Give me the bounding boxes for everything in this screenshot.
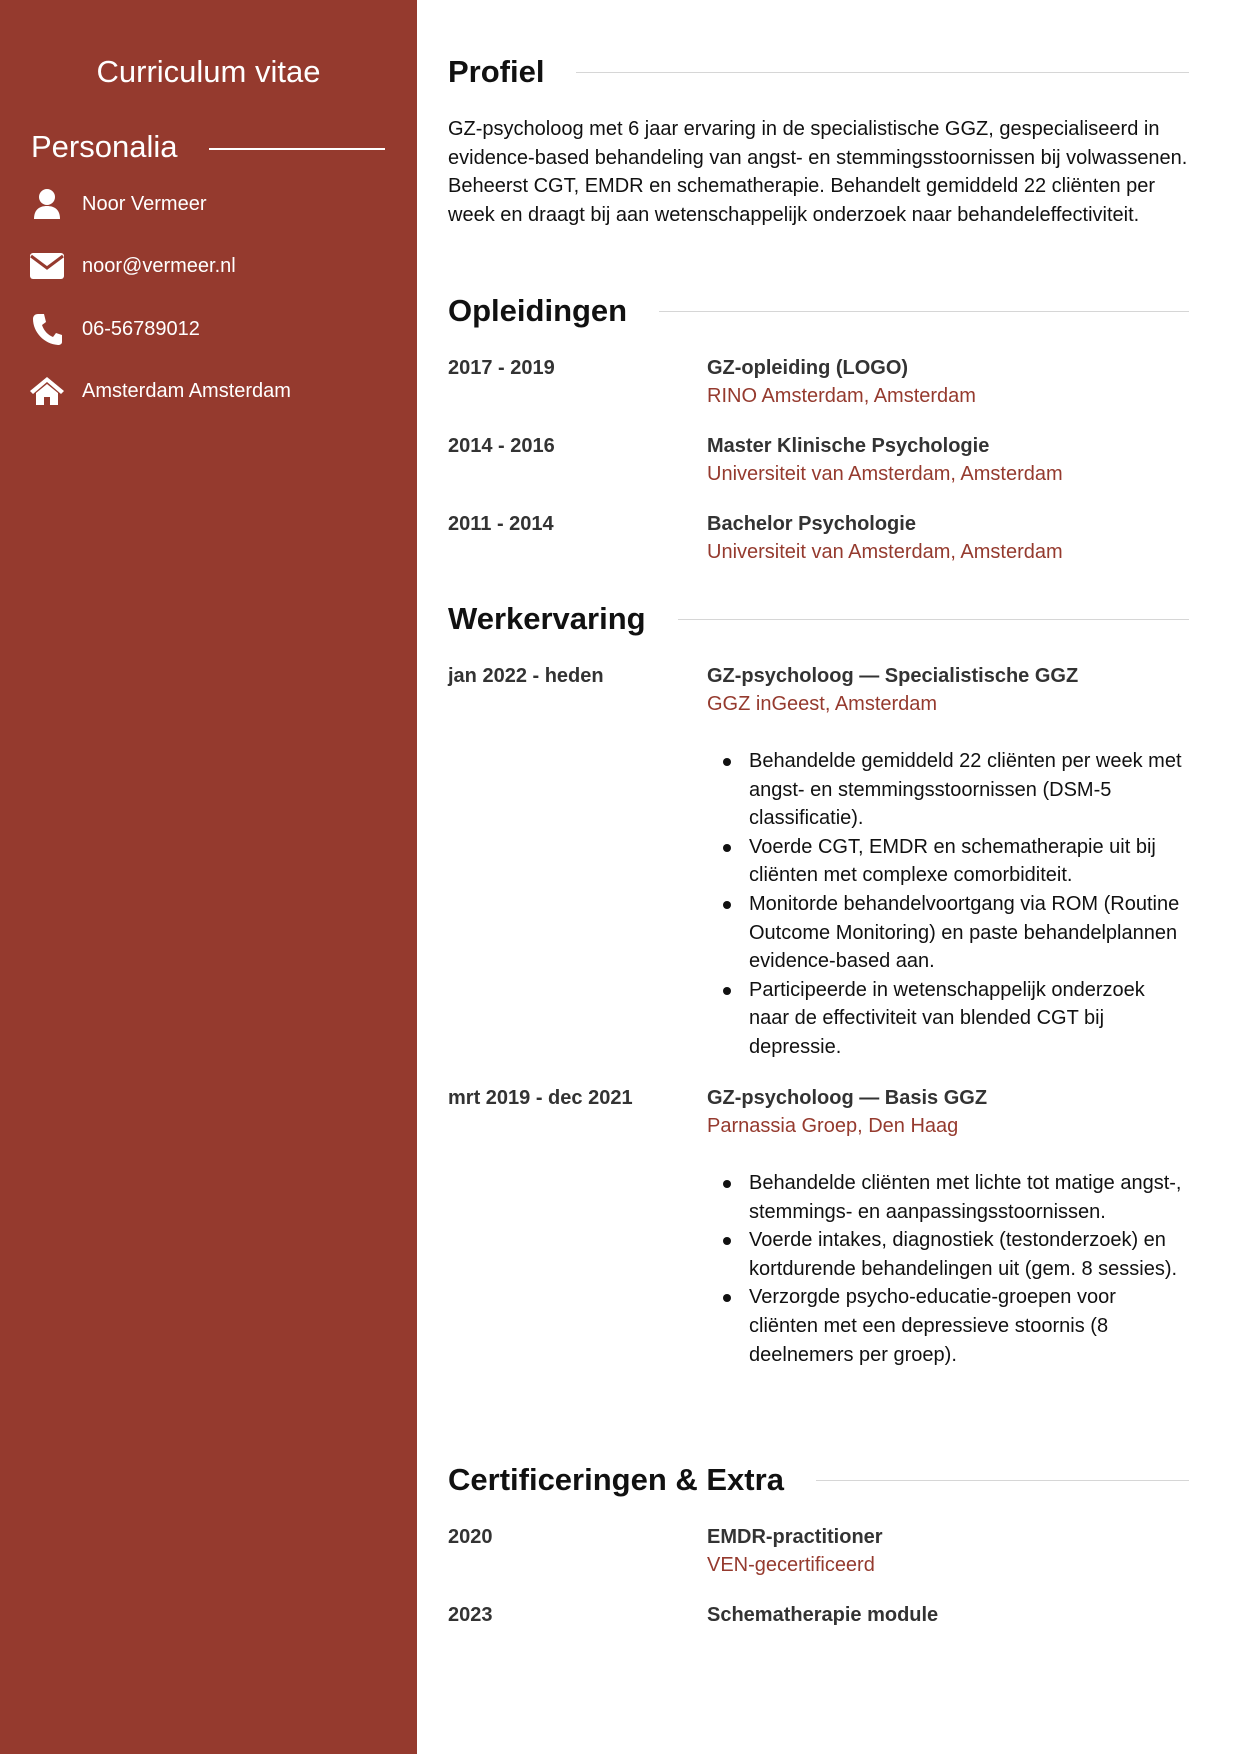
work-bullet bbox=[707, 1226, 1189, 1283]
section-certifications-title: Certificeringen & Extra bbox=[448, 1462, 784, 1497]
education-institution: Universiteit van Amsterdam, Amsterdam bbox=[707, 463, 1063, 485]
certification-year: 2023 bbox=[448, 1604, 493, 1626]
work-bullet-text: Behandelde cliënten met lichte tot matige angst-, stemmings- en aanpassingsstoornissen. bbox=[749, 1172, 1182, 1223]
section-divider bbox=[659, 311, 1189, 312]
section-profile-title: Profiel bbox=[448, 54, 545, 89]
bullet-dot bbox=[723, 901, 731, 909]
contact-name-text: Noor Vermeer bbox=[82, 192, 207, 215]
envelope-icon bbox=[29, 248, 65, 284]
section-certifications-header bbox=[448, 1460, 1189, 1500]
certification-year: 2020 bbox=[448, 1526, 493, 1548]
work-employer: Parnassia Groep, Den Haag bbox=[707, 1115, 959, 1137]
certification-title: EMDR-practitioner bbox=[707, 1526, 883, 1548]
work-bullet-list bbox=[707, 747, 1189, 1062]
education-title: Bachelor Psychologie bbox=[707, 513, 916, 535]
bullet-dot bbox=[723, 844, 731, 852]
section-work-header bbox=[448, 599, 1189, 639]
contact-phone-text[interactable]: 06-56789012 bbox=[82, 317, 200, 340]
contact-email-text[interactable]: noor@vermeer.nl bbox=[82, 254, 236, 277]
section-education-header bbox=[448, 291, 1189, 331]
phone-icon bbox=[29, 311, 65, 347]
section-divider bbox=[576, 72, 1189, 73]
bullet-dot bbox=[723, 987, 731, 995]
education-title: Master Klinische Psychologie bbox=[707, 435, 990, 457]
bullet-dot bbox=[723, 758, 731, 766]
contact-email[interactable] bbox=[29, 246, 399, 286]
contact-address-text: Amsterdam Amsterdam bbox=[82, 379, 291, 402]
work-bullet-list bbox=[707, 1169, 1189, 1369]
education-title: GZ-opleiding (LOGO) bbox=[707, 357, 909, 379]
section-divider bbox=[678, 619, 1189, 620]
home-icon bbox=[29, 373, 65, 409]
document-title: Curriculum vitae bbox=[96, 54, 321, 89]
work-bullet-text: Participeerde in wetenschappelijk onderzoek naar de effectiviteit van blended CGT bij depressie. bbox=[749, 978, 1145, 1058]
work-bullet bbox=[707, 747, 1189, 833]
education-institution: Universiteit van Amsterdam, Amsterdam bbox=[707, 541, 1063, 563]
education-dates: 2011 - 2014 bbox=[448, 513, 554, 535]
work-bullet-text: Monitorde behandelvoortgang via ROM (Routine Outcome Monitoring) en paste behandelplannen evidence-based aan. bbox=[749, 892, 1180, 973]
work-employer: GGZ inGeest, Amsterdam bbox=[707, 693, 938, 715]
contact-phone[interactable] bbox=[29, 309, 399, 349]
certification-detail: VEN-gecertificeerd bbox=[707, 1554, 875, 1576]
personalia-heading: Personalia bbox=[31, 129, 178, 164]
contact-name bbox=[29, 184, 399, 224]
work-bullet bbox=[707, 1169, 1189, 1226]
bullet-dot bbox=[723, 1294, 731, 1302]
bullet-dot bbox=[723, 1180, 731, 1188]
work-bullet-text: Behandelde gemiddeld 22 cliënten per week met angst- en stemmingsstoornissen (DSM-5 classificatie). bbox=[749, 750, 1182, 830]
education-institution: RINO Amsterdam, Amsterdam bbox=[707, 385, 976, 407]
work-bullet bbox=[707, 890, 1189, 976]
main-content bbox=[448, 0, 1189, 1754]
work-bullet-text: Voerde CGT, EMDR en schematherapie uit bij cliënten met complexe comorbiditeit. bbox=[749, 835, 1156, 887]
education-dates: 2017 - 2019 bbox=[448, 357, 555, 379]
work-bullet bbox=[707, 1283, 1189, 1369]
contact-address bbox=[29, 371, 399, 411]
bullet-dot bbox=[723, 1237, 731, 1245]
section-divider bbox=[816, 1480, 1189, 1481]
work-bullet bbox=[707, 976, 1189, 1062]
personalia-divider bbox=[209, 148, 385, 150]
education-dates: 2014 - 2016 bbox=[448, 435, 555, 457]
user-icon bbox=[29, 186, 65, 222]
work-bullet-text: Voerde intakes, diagnostiek (testonderzoek) en kortdurende behandelingen uit (gem. 8 sessies). bbox=[749, 1229, 1178, 1280]
work-title: GZ-psycholoog — Basis GGZ bbox=[707, 1087, 988, 1109]
section-work-title: Werkervaring bbox=[448, 601, 646, 636]
work-bullet-text: Verzorgde psycho-educatie-groepen voor cliënten met een depressieve stoornis (8 deelnemers per groep). bbox=[749, 1286, 1116, 1366]
profile-summary: GZ-psycholoog met 6 jaar ervaring in de specialistische GGZ, gespecialiseerd in evidence-based behandeling van angst- en stemmingsstoornissen bij volwassenen. Beheerst CGT, EMDR en schematherapie. Behandelt gemiddeld 22 cliënten per week en draagt bij aan wetenschappelijk onderzoek naar behandeleffectiviteit. bbox=[448, 118, 1188, 226]
work-dates: jan 2022 - heden bbox=[448, 665, 604, 687]
work-title: GZ-psycholoog — Specialistische GGZ bbox=[707, 665, 1079, 687]
personalia-header bbox=[31, 126, 385, 168]
work-bullet bbox=[707, 833, 1189, 890]
work-dates: mrt 2019 - dec 2021 bbox=[448, 1087, 633, 1109]
sidebar bbox=[0, 0, 417, 1754]
certification-title: Schematherapie module bbox=[707, 1604, 939, 1626]
section-profile-header bbox=[448, 52, 1189, 92]
section-education-title: Opleidingen bbox=[448, 293, 628, 328]
